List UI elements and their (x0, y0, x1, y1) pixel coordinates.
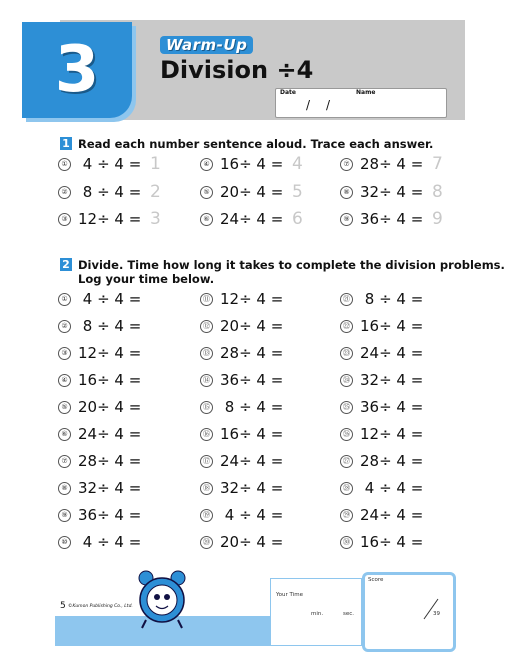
your-time-label: Your Time (276, 592, 303, 598)
division-expression: 8 ÷ 4 = (220, 398, 284, 416)
problem-number: ⑬ (200, 347, 213, 360)
problem-number: ⑰ (200, 455, 213, 468)
problem-number: ⑥ (200, 213, 213, 226)
division-expression: 4 ÷ 4 = (78, 533, 142, 551)
sec-label: sec. (343, 611, 355, 617)
score-total: 39 (433, 611, 440, 617)
trace-answer: 9 (432, 209, 443, 229)
division-expression: 12÷ 4 = (360, 425, 424, 443)
problem-number: ㉒ (340, 320, 353, 333)
division-expression: 12÷ 4 = (220, 290, 284, 308)
division-expression: 20÷ 4 = (220, 533, 284, 551)
problem-number: ⑤ (200, 186, 213, 199)
copyright: ©Kumon Publishing Co., Ltd. (68, 604, 133, 609)
trace-answer: 1 (150, 154, 161, 174)
problem-number: ㉕ (340, 401, 353, 414)
score-label: Score (368, 577, 384, 583)
division-expression: 20÷ 4 = (220, 183, 284, 201)
section-2-number: 2 (60, 258, 72, 271)
division-expression: 32÷ 4 = (78, 479, 142, 497)
division-expression: 28÷ 4 = (360, 452, 424, 470)
division-expression: 24÷ 4 = (360, 506, 424, 524)
division-expression: 8 ÷ 4 = (78, 317, 142, 335)
problem-number: ③ (58, 347, 71, 360)
division-expression: 4 ÷ 4 = (78, 155, 142, 173)
problem-number: ⑯ (200, 428, 213, 441)
problem-number: ⑮ (200, 401, 213, 414)
problem-number: ㉓ (340, 347, 353, 360)
division-expression: 20÷ 4 = (78, 398, 142, 416)
division-expression: 16÷ 4 = (220, 155, 284, 173)
problem-number: ⑳ (200, 536, 213, 549)
date-slash: / (306, 98, 311, 112)
division-expression: 24÷ 4 = (220, 210, 284, 228)
section-1-number: 1 (60, 137, 72, 150)
problem-number: ㉔ (340, 374, 353, 387)
problem-number: ② (58, 186, 71, 199)
division-expression: 4 ÷ 4 = (220, 506, 284, 524)
problem-number: ⑧ (340, 186, 353, 199)
problem-number: ⑥ (58, 428, 71, 441)
problem-number: ㉑ (340, 293, 353, 306)
division-expression: 8 ÷ 4 = (360, 290, 424, 308)
trace-answer: 4 (292, 154, 303, 174)
name-label: Name (356, 89, 376, 96)
problem-number: ⑭ (200, 374, 213, 387)
warm-up-badge: Warm-Up (160, 36, 253, 54)
problem-number: ⑨ (58, 509, 71, 522)
division-expression: 16÷ 4 = (220, 425, 284, 443)
problem-number: ③ (58, 213, 71, 226)
problem-number: ㉗ (340, 455, 353, 468)
division-expression: 28÷ 4 = (78, 452, 142, 470)
division-expression: 36÷ 4 = (360, 398, 424, 416)
division-expression: 36÷ 4 = (220, 371, 284, 389)
division-expression: 20÷ 4 = (220, 317, 284, 335)
division-expression: 28÷ 4 = (360, 155, 424, 173)
trace-answer: 7 (432, 154, 443, 174)
division-expression: 16÷ 4 = (360, 533, 424, 551)
lesson-number: 3 (54, 33, 100, 107)
date-label: Date (280, 89, 296, 96)
score-slash-icon (422, 597, 440, 621)
division-expression: 16÷ 4 = (78, 371, 142, 389)
problem-number: ② (58, 320, 71, 333)
trace-answer: 6 (292, 209, 303, 229)
problem-number: ⑫ (200, 320, 213, 333)
problem-number: ⑩ (58, 536, 71, 549)
division-expression: 24÷ 4 = (78, 425, 142, 443)
division-expression: 32÷ 4 = (360, 371, 424, 389)
division-expression: 28÷ 4 = (220, 344, 284, 362)
division-expression: 36÷ 4 = (360, 210, 424, 228)
problem-number: ㉘ (340, 482, 353, 495)
division-expression: 32÷ 4 = (220, 479, 284, 497)
problem-number: ⑪ (200, 293, 213, 306)
problem-number: ⑲ (200, 509, 213, 522)
problem-number: ⑨ (340, 213, 353, 226)
division-expression: 36÷ 4 = (78, 506, 142, 524)
division-expression: 12÷ 4 = (78, 210, 142, 228)
trace-answer: 8 (432, 182, 443, 202)
section-2-instruction-line2: Log your time below. (78, 272, 215, 286)
problem-number: ⑱ (200, 482, 213, 495)
problem-number: ④ (200, 158, 213, 171)
score-box[interactable] (362, 572, 456, 652)
section-2-instruction-line1: Divide. Time how long it takes to complete the division problems. (78, 258, 505, 272)
problem-number: ㉖ (340, 428, 353, 441)
date-slash: / (326, 98, 331, 112)
problem-number: ④ (58, 374, 71, 387)
page-title: Division ÷4 (160, 56, 314, 84)
division-expression: 24÷ 4 = (360, 344, 424, 362)
problem-number: ⑦ (58, 455, 71, 468)
division-expression: 32÷ 4 = (360, 183, 424, 201)
problem-number: ① (58, 158, 71, 171)
section-1-instruction: Read each number sentence aloud. Trace each answer. (78, 137, 434, 151)
problem-number: ⑤ (58, 401, 71, 414)
min-label: min. (311, 611, 324, 617)
problem-number: ⑦ (340, 158, 353, 171)
problem-number: ㉙ (340, 509, 353, 522)
division-expression: 4 ÷ 4 = (360, 479, 424, 497)
problem-number: ⑧ (58, 482, 71, 495)
problem-number: ① (58, 293, 71, 306)
division-expression: 24÷ 4 = (220, 452, 284, 470)
trace-answer: 2 (150, 182, 161, 202)
alarm-clock-icon (134, 568, 190, 630)
division-expression: 4 ÷ 4 = (78, 290, 142, 308)
division-expression: 12÷ 4 = (78, 344, 142, 362)
trace-answer: 5 (292, 182, 303, 202)
problem-number: ㉚ (340, 536, 353, 549)
division-expression: 8 ÷ 4 = (78, 183, 142, 201)
trace-answer: 3 (150, 209, 161, 229)
division-expression: 16÷ 4 = (360, 317, 424, 335)
page-number: 5 (60, 601, 66, 611)
